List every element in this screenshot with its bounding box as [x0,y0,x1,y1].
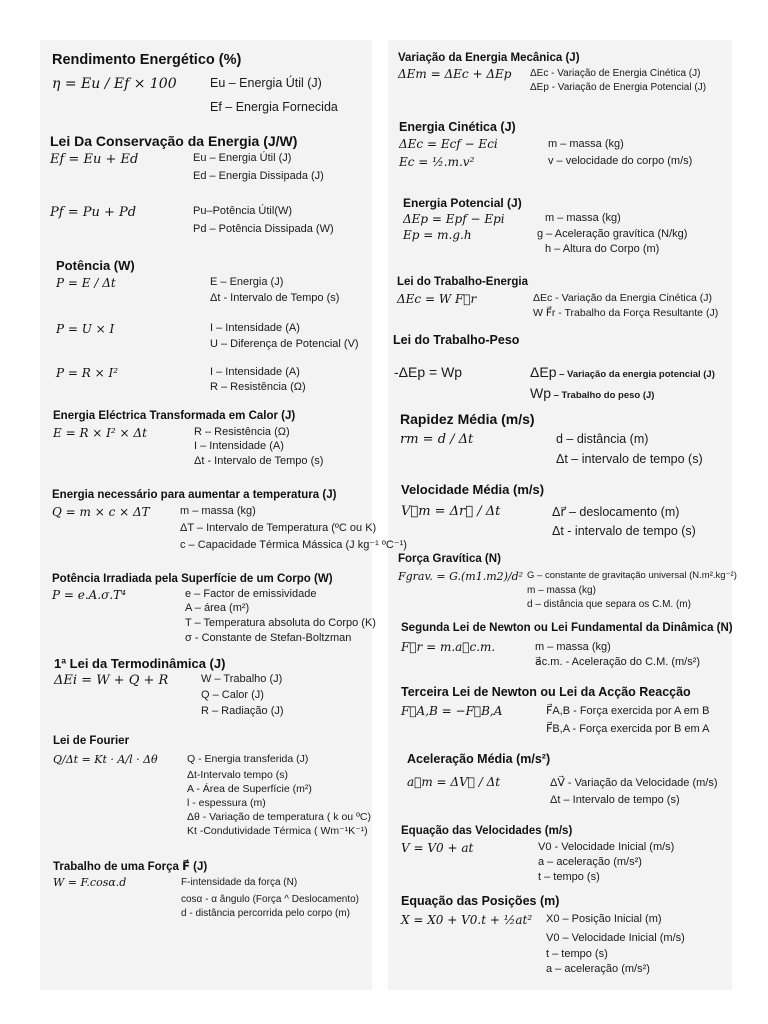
definition: Δt-Intervalo tempo (s) [187,769,288,781]
section-title: Lei do Trabalho-Energia [397,276,528,288]
definition: σ - Constante de Stefan-Boltzman [185,632,352,644]
formula: Q = m × c × ΔT [52,505,150,519]
definition: ΔV⃗ - Variação da Velocidade (m/s) [550,777,718,789]
definition: Eu – Energia Útil (J) [210,76,322,90]
formula: a⃗m = ΔV⃗ / Δt [407,775,501,789]
section-title: Lei de Fourier [53,735,130,747]
definition: h – Altura do Corpo (m) [545,243,660,255]
definition: g – Aceleração gravítica (N/kg) [537,228,688,240]
section-title: Trabalho de uma Força F⃗ (J) [53,861,208,873]
definition: m – massa (kg) [527,585,596,596]
section-title: Energia Potencial (J) [403,196,522,210]
formula: P = E / Δt [56,276,116,290]
formula: Ef = Eu + Ed [50,152,139,167]
formula: Pf = Pu + Pd [50,205,137,220]
definition: R – Resistência (Ω) [194,426,290,438]
definition: a – aceleração (m/s²) [538,856,642,868]
section-title: Segunda Lei de Newton ou Lei Fundamental da Dinâmica (N) [401,622,733,634]
definition: V0 – Velocidade Inicial (m/s) [546,932,685,944]
definition: v – velocidade do corpo (m/s) [548,155,693,167]
definition: t – tempo (s) [538,871,600,883]
formula: Q/Δt = Kt · A/l · Δθ [53,753,158,766]
section-title: Rapidez Média (m/s) [400,411,535,427]
definition: Δθ - Variação de temperatura ( k ou ºC) [187,811,371,823]
formula: X = X0 + V0.t + ½at² [401,913,533,927]
definition [530,364,715,380]
formula: -ΔEp = Wp [394,364,463,380]
formula: P = U × I [56,322,115,336]
definition: c – Capacidade Térmica Mássica (J kg⁻¹ ºC⁻¹) [180,539,407,551]
definition: Kt -Condutividade Térmica ( Wm⁻¹K⁻¹) [187,825,368,837]
definition-symbol: ΔEp [530,364,557,380]
section-title: Energia necessário para aumentar a temperatura (J) [52,489,337,501]
section-title: Energia Cinética (J) [399,120,516,134]
definition: R – Resistência (Ω) [210,381,306,393]
definition: a – aceleração (m/s²) [546,963,650,975]
definition: Q - Energia transferida (J) [187,753,309,765]
formula: rm = d / Δt [400,432,474,447]
formula: F⃗r = m.a⃗c.m. [401,640,496,654]
section-title: Força Gravítica (N) [398,553,501,565]
section-title: Potência (W) [56,258,135,273]
definition: Pu–Potência Útil(W) [193,205,293,217]
formula: ΔEm = ΔEc + ΔEp [398,67,512,81]
formula: E = R × I² × Δt [53,426,147,440]
formula: ΔEc = W F⃗r [397,292,477,306]
formula: P = R × I² [56,366,119,380]
definition: E – Energia (J) [210,276,284,288]
formula: ΔEp = Epf − Epi [403,212,505,226]
definition [530,385,654,401]
definition: T – Temperatura absoluta do Corpo (K) [185,617,376,629]
definition: Q – Calor (J) [201,689,264,701]
formula: V⃗m = Δr⃗ / Δt [401,504,501,519]
definition: I – Intensidade (A) [194,440,284,452]
definition: cosα - α ângulo (Força ^ Deslocamento) [181,894,359,905]
definition: ΔEc - Variação da Energia Cinética (J) [533,292,712,304]
definition: m – massa (kg) [180,505,256,517]
formula: ΔEi = W + Q + R [54,673,169,688]
definition: W – Trabalho (J) [201,673,283,685]
formula: η = Eu / Ef × 100 [52,76,177,92]
definition: U – Diferença de Potencial (V) [210,338,359,350]
definition: ΔEp - Variação de Energia Potencial (J) [530,82,707,93]
definition: W F⃗r - Trabalho da Força Resultante (J) [533,307,719,319]
definition: Δt – intervalo de tempo (s) [556,452,703,466]
definition: Pd – Potência Dissipada (W) [193,223,334,235]
section-title: 1ª Lei da Termodinâmica (J) [54,656,226,671]
definition: a⃗c.m. - Aceleração do C.M. (m/s²) [535,656,701,668]
definition: V0 - Velocidade Inicial (m/s) [538,841,675,853]
definition: Eu – Energia Útil (J) [193,152,292,164]
definition: X0 – Posição Inicial (m) [546,913,662,925]
section-title: Equação das Posições (m) [401,894,560,908]
definition: Δr⃗ – deslocamento (m) [552,505,680,519]
formula: Fgrav. = G.(m1.m2)/d² [398,570,524,583]
section-title: Lei Da Conservação da Energia (J/W) [50,133,298,149]
definition: t – tempo (s) [546,948,608,960]
definition: F⃗A,B - Força exercida por A em B [546,705,710,717]
definition: e – Factor de emissividade [185,588,317,600]
definition: R – Radiação (J) [201,705,284,717]
section-title: Terceira Lei de Newton ou Lei da Acção Reacção [401,685,691,699]
definition: I – Intensidade (A) [210,322,300,334]
formula: F⃗A,B = −F⃗B,A [401,704,503,718]
definition: d – distância que separa os C.M. (m) [527,599,691,610]
definition: Ef – Energia Fornecida [210,100,338,114]
definition: I – Intensidade (A) [210,366,300,378]
section-title: Rendimento Energético (%) [52,52,242,68]
formula: ΔEc = Ecf − Eci [399,137,498,151]
definition: Δt – Intervalo de tempo (s) [550,794,680,806]
definition: A - Área de Superfície (m²) [187,783,312,795]
definition: Δt - Intervalo de Tempo (s) [194,455,324,467]
definition: F-intensidade da força (N) [181,877,298,888]
definition-symbol: Wp [530,385,551,401]
section-title: Velocidade Média (m/s) [401,482,545,497]
definition-text: – Variação da energia potencial (J) [556,369,715,380]
formula: V = V0 + at [401,841,474,855]
definition: G – constante de gravitação universal (N.m².kg⁻²) [527,570,737,581]
definition: ΔEc - Variação de Energia Cinética (J) [530,68,701,79]
definition: Δt - intervalo de tempo (s) [552,524,696,538]
definition: d - distância percorrida pelo corpo (m) [181,908,350,919]
formula: P = e.A.σ.T⁴ [52,588,126,602]
definition: d – distância (m) [556,432,649,446]
formula: Ep = m.g.h [403,228,472,242]
definition: Ed – Energia Dissipada (J) [193,170,324,182]
section-title: Aceleração Média (m/s²) [407,752,551,766]
definition: m – massa (kg) [548,138,624,150]
section-title: Variação da Energia Mecânica (J) [398,52,580,64]
definition: m – massa (kg) [545,212,621,224]
section-title: Energia Eléctrica Transformada em Calor (J) [53,410,296,422]
definition-text: – Trabalho do peso (J) [551,390,655,401]
definition: F⃗B,A - Força exercida por B em A [546,723,710,735]
definition: Δt - Intervalo de Tempo (s) [210,292,340,304]
section-title: Equação das Velocidades (m/s) [401,825,573,837]
formula: Ec = ½.m.v² [399,155,475,169]
section-title: Potência Irradiada pela Superfície de um Corpo (W) [52,573,333,585]
formula: W = F.cosα.d [53,876,127,889]
definition: A – área (m²) [185,602,250,614]
definition: l - espessura (m) [187,797,266,809]
section-title: Lei do Trabalho-Peso [393,333,520,347]
definition: m – massa (kg) [535,641,611,653]
definition: ΔT – Intervalo de Temperatura (ºC ou K) [180,522,377,534]
